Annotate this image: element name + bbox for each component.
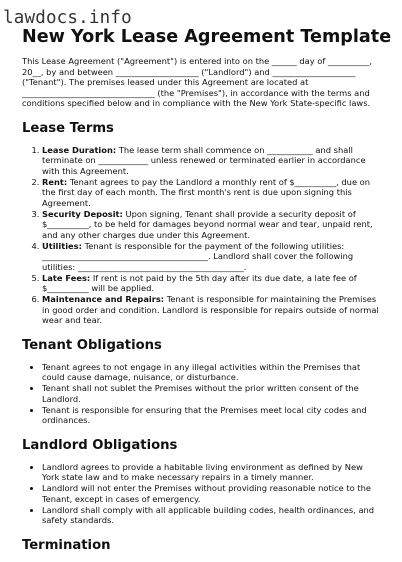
- lease-term-item: [42, 294, 382, 326]
- list-item: • Landlord will not enter the Premises without providing reasonable notice to the Tenant, except in cases of emergency.: [42, 483, 382, 504]
- lease-term-label: Rent:: [42, 176, 68, 187]
- list-item: • Landlord shall comply with all applicable building codes, health ordinances, and safety standards.: [42, 505, 382, 526]
- lease-term-label: Maintenance and Repairs:: [42, 294, 165, 304]
- lease-term-label: Security Deposit:: [42, 208, 123, 219]
- lease-term-item: [42, 241, 382, 273]
- lease-term-label: Lease Duration:: [42, 144, 117, 155]
- lease-term-text: Upon signing, Tenant shall provide a security deposit of $__________, to be held for damages beyond normal wear and tear, unpaid rent, and any other charges due under this Agreement.: [42, 208, 373, 240]
- lease-term-text: If rent is not paid by the 5th day after its due date, a late fee of $__________ will be applied.: [42, 272, 357, 293]
- lease-term-item: [42, 145, 382, 177]
- lease-term-text: Tenant is responsible for the payment of the following utilities: ________________________________________. Landlord shall cover the following utilities: ________________________________________.: [42, 240, 354, 272]
- lease-terms-heading: Lease Terms: [22, 120, 114, 136]
- site-name: lawdocs.info: [3, 8, 132, 28]
- list-item: • Tenant shall not sublet the Premises without the prior written consent of the Landlord.: [42, 383, 382, 404]
- tenant-obligations-list: [22, 362, 382, 426]
- lease-term-text: The lease term shall commence on ___________ and shall terminate on ____________ unless renewed or terminated earlier in accordance with this Agreement.: [42, 144, 366, 176]
- lease-term-label: Late Fees:: [42, 272, 91, 283]
- landlord-obligations-list: [22, 462, 382, 526]
- lease-term-label: Utilities:: [42, 240, 82, 251]
- list-item: • Landlord agrees to provide a habitable living environment as defined by New York state law and to make necessary repairs in a timely manner.: [42, 462, 382, 483]
- tenant-obligations-heading: Tenant Obligations: [22, 337, 162, 353]
- lease-terms-list: [22, 145, 382, 326]
- intro-paragraph: This Lease Agreement ("Agreement") is entered into on the ______ day of __________, 20__, by and between ____________________ ("Landlord") and ____________________ ("Tenant"). The premises leased under this Agreement are located at ________________________________ (the "Premises"), in accordance with the terms and conditions specified below and in compliance with the New York State-specific laws.: [22, 56, 373, 108]
- termination-heading: Termination: [22, 537, 111, 553]
- lease-term-text: Tenant agrees to pay the Landlord a monthly rent of $__________, due on the first day of each month. The first month's rent is due upon signing this Agreement.: [42, 176, 371, 208]
- landlord-obligations-heading: Landlord Obligations: [22, 437, 178, 453]
- lease-term-item: [42, 273, 382, 294]
- list-item: • Tenant is responsible for ensuring that the Premises meet local city codes and ordinances.: [42, 405, 382, 426]
- document-body: [22, 56, 382, 562]
- lease-term-item: [42, 209, 382, 241]
- lease-term-text: Tenant is responsible for maintaining the Premises in good order and condition. Landlord is responsible for repairs outside of normal wear and tear.: [42, 294, 379, 325]
- document-title: New York Lease Agreement Template: [22, 27, 392, 47]
- lease-term-item: [42, 177, 382, 209]
- list-item: • Tenant agrees to not engage in any illegal activities within the Premises that could cause damage, nuisance, or disturbance.: [42, 362, 382, 383]
